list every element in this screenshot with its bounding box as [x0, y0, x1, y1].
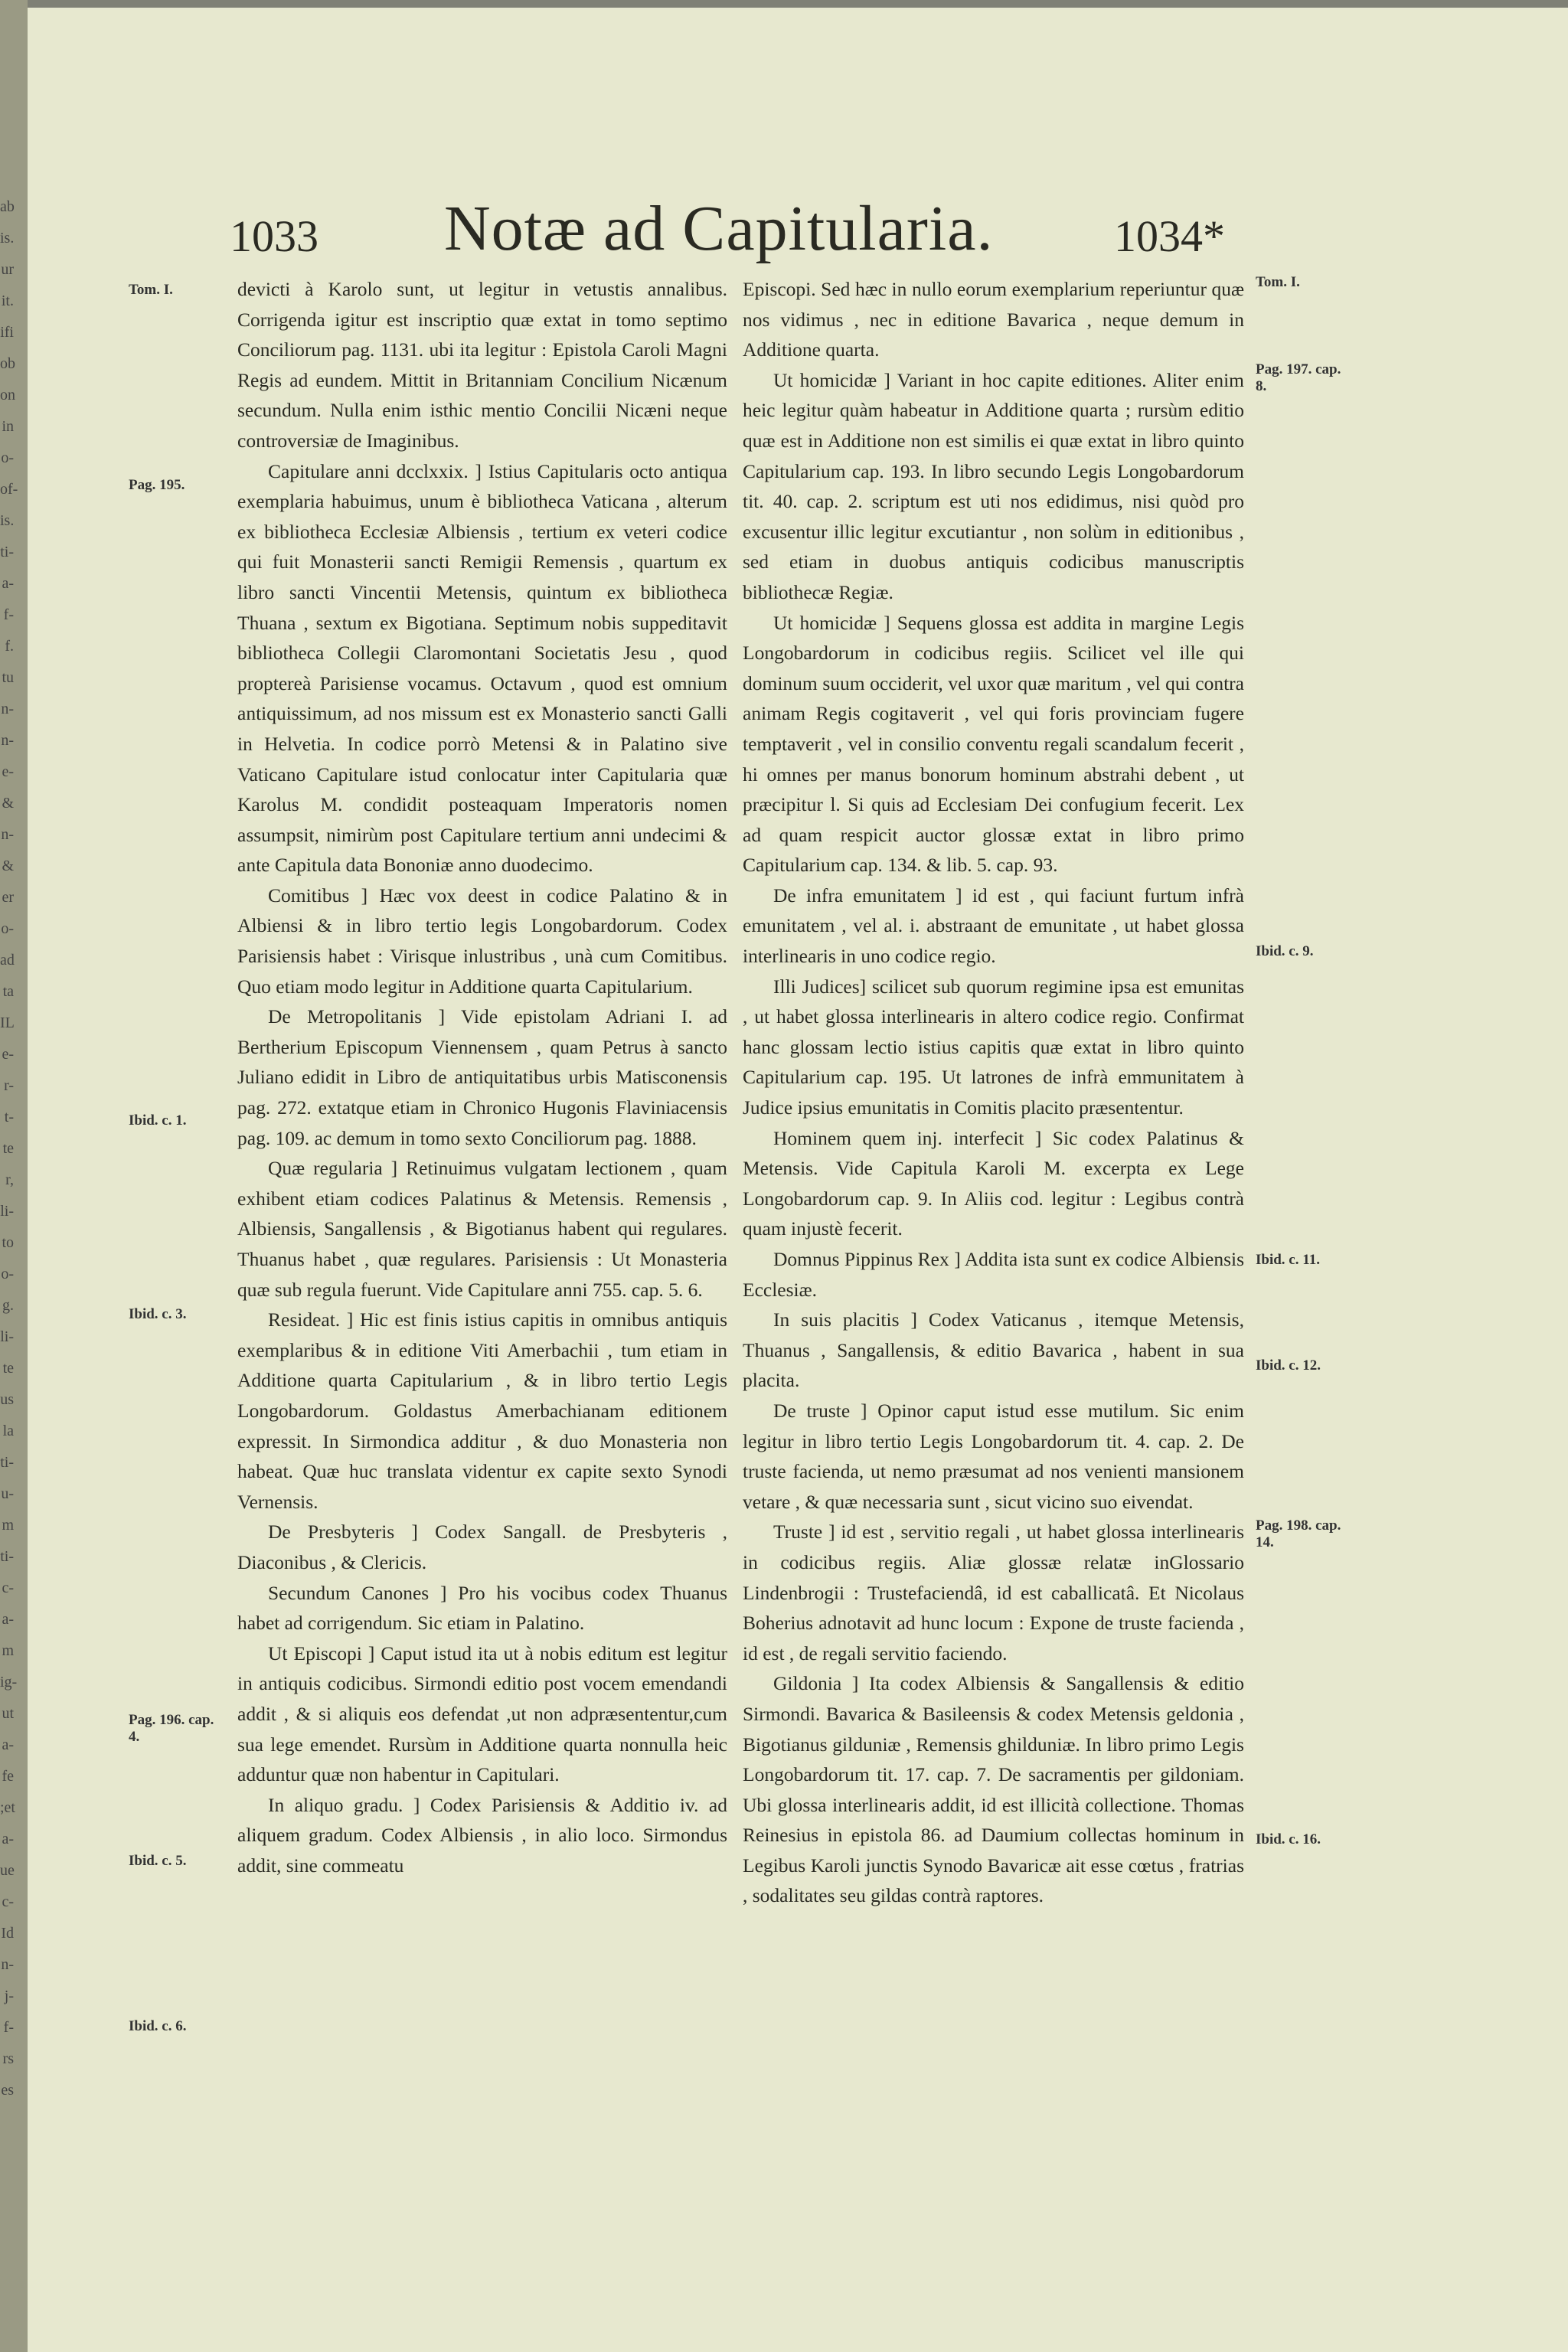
paragraph: De infra emunitatem ] id est , qui faciunt furtum infrà emunitatem , vel al. i. abstraant de emunitate , ut habet glossa interlinearis in uno codice regio.: [743, 884, 1244, 968]
left-margin-note: Tom. I.: [129, 282, 173, 298]
page-header: [214, 191, 1233, 276]
right-margin-note: Ibid. c. 16.: [1256, 1831, 1321, 1847]
paragraph: Illi Judices] scilicet sub quorum regimine ipsa est emunitas , ut habet glossa interlinearis in altero codice regio. Confirmat hanc glossam lectio istius capitis quæ extat in libro quinto Capitularium cap. 195. Ut latrones de infrà emmunitatem à Judice ipsius emunitatis in Comitis placito præsententur.: [743, 975, 1244, 1119]
right-margin-note: Ibid. c. 11.: [1256, 1252, 1320, 1268]
paragraph: Capitulare anni dcclxxix. ] Istius Capitularis octo antiqua exemplaria habuimus, unum è bibliotheca Vaticana , alterum ex bibliotheca Ecclesiæ Albiensis , tertium ex veteri codice qui fuit Monasterii sancti Remigii Remensis , quartum ex libro sancti Vincentii Metensis, quintum ex bibliotheca Thuana , sextum ex Bigotiana. Septimum nobis suppeditavit bibliotheca Collegii Claromontani Societatis Jesu , quod proptereà Parisiense vocamus. Octavum , quod est omnium antiquissimum, ad nos missum est ex Monasterio sancti Galli in Helvetia. In codice porrò Metensi & in Palatino sive Vaticano Capitulare istud conlocatur inter Capitularia quæ Karolus M. condidit posteaquam Imperatoris nomen assumpsit, nimirùm post Capitulare tertium anni undecimi & ante Capitula data Bononiæ anno duodecimo.: [237, 459, 727, 877]
previous-page-edge: [0, 191, 28, 2144]
right-margin-note: Ibid. c. 12.: [1256, 1357, 1321, 1374]
previous-page-text-fragments: ab is. ur it. ifi ob on in o- of- is. ti- a- f- f. tu n- n- e- & n- & er o- ad ta IL e- r- t- te r, li- to o- g. li- te us la ti- u- m ti- c- a- m ig- ut a- fe ;et a- ue c- Id n- j- f- rs es: [0, 198, 18, 2099]
paragraph: In aliquo gradu. ] Codex Parisiensis & Additio iv. ad aliquem gradum. Codex Albiensis , in alio loco. Sirmondus addit, sine commeatu: [237, 1793, 727, 1877]
left-margin-note: Ibid. c. 1.: [129, 1112, 187, 1129]
right-text-column: [743, 274, 1244, 1911]
left-text-column: [237, 274, 727, 1880]
left-margin-note: Pag. 196. cap. 4.: [129, 1712, 214, 1745]
paragraph: Resideat. ] Hic est finis istius capitis in omnibus antiquis exemplaribus & in editione Viti Amerbachii , tum etiam in Additione quarta Capitularium , & in libro tertio Legis Longobardorum. Goldastus Amerbachianam editionem expressit. In Sirmondica additur , & duo Monasteria non habeat. Quæ huc translata videntur ex capite sexto Synodi Vernensis.: [237, 1308, 727, 1513]
left-margin-note: Pag. 195.: [129, 477, 185, 493]
paragraph: Quæ regularia ] Retinuimus vulgatam lectionem , quam exhibent etiam codices Palatinus & Metensis. Remensis , Albiensis, Sangallensis , & Bigotianus habent qui regulares. Thuanus habet , quæ regulares. Parisiensis : Ut Monasteria quæ sub regula fuerunt. Vide Capitulare anni 755. cap. 5. 6.: [237, 1157, 727, 1301]
paragraph: Comitibus ] Hæc vox deest in codice Palatino & in Albiensi & in libro tertio legis Longobardorum. Codex Parisiensis habet : Virisque inlustribus , unà cum Comitibus. Quo etiam modo legitur in Additione quarta Capitularium.: [237, 884, 727, 998]
paragraph: De truste ] Opinor caput istud esse mutilum. Sic enim legitur in libro tertio Legis Longobardorum tit. 4. cap. 2. De truste facienda, ut nemo præsumat ad nos venienti mansionem vetare , & quæ necessaria sunt , sicut vicino suo eivendat.: [743, 1399, 1244, 1513]
paragraph: Truste ] id est , servitio regali , ut habet glossa interlinearis in codicibus regiis. Aliæ glossæ relatæ inGlossario Lindenbrogii : Trustefaciendâ, id est caballicatâ. Et Nicolaus Boherius adnotavit ad hunc locum : Expone de truste facienda , id est , de regali servitio faciendo.: [743, 1521, 1244, 1664]
left-margin-note: Ibid. c. 3.: [129, 1306, 187, 1322]
paragraph: Ut Episcopi ] Caput istud ita ut à nobis editum est legitur in antiquis codicibus. Sirmondi editio post vocem emendandi addit , & si aliquis eos defendat ,ut non adpræsententur,cum sua lege emendet. Rursùm in Additione quarta nonnulla heic adduntur quæ non habentur in Capitulari.: [237, 1642, 727, 1786]
paragraph: De Metropolitanis ] Vide epistolam Adriani I. ad Bertherium Episcopum Viennensem , quam Petrus à sancto Juliano edidit in Libro de antiquitatibus urbis Matisconensis pag. 272. extatque etiam in Chronico Hugonis Flaviniacensis pag. 109. ac demum in tomo sexto Conciliorum pag. 1888.: [237, 1005, 727, 1149]
paragraph: Hominem quem inj. interfecit ] Sic codex Palatinus & Metensis. Vide Capitula Karoli M. excerpta ex Lege Longobardorum cap. 9. In Aliis cod. legitur : Legibus contrà quam injustè fecerit.: [743, 1126, 1244, 1240]
right-margin-note: Pag. 198. cap. 14.: [1256, 1517, 1341, 1550]
paragraph: Secundum Canones ] Pro his vocibus codex Thuanus habet ad corrigendum. Sic etiam in Palatino.: [237, 1581, 727, 1635]
paragraph: Episcopi. Sed hæc in nullo eorum exemplarium reperiuntur quæ nos vidimus , nec in editione Bavarica , neque demum in Additione quarta.: [743, 278, 1244, 361]
left-margin-note: Ibid. c. 5.: [129, 1853, 187, 1869]
paragraph: De Presbyteris ] Codex Sangall. de Presbyteris , Diaconibus , & Clericis.: [237, 1521, 727, 1573]
paragraph: Domnus Pippinus Rex ] Addita ista sunt ex codice Albiensis Ecclesiæ.: [743, 1248, 1244, 1301]
right-margin-note: Pag. 197. cap. 8.: [1256, 361, 1341, 394]
paragraph: devicti à Karolo sunt, ut legitur in vetustis annalibus. Corrigenda igitur est inscriptio quæ extat in tomo septimo Conciliorum pag. 1131. ubi ita legitur : Epistola Caroli Magni Regis ad eundem. Mittit in Britanniam Concilium Nicænum secundum. Nulla enim isthic mentio Concilii Nicæni neque controversiæ de Imaginibus.: [237, 278, 727, 452]
paragraph: Gildonia ] Ita codex Albiensis & Sangallensis & editio Sirmondi. Bavarica & Basileensis & codex Metensis geldonia , Bigotianus gilduniæ , Remensis ghilduniæ. In libro primo Legis Longobardorum tit. 17. cap. 7. De sacramentis per gildoniam. Ubi glossa interlinearis addit, id est illicità collectione. Thomas Reinesius in epistola 86. ad Daumium collectas hominum in Legibus Karoli junctis Synodo Bavaricæ ait esse cœtus , fratrias , sodalitates seu gildas contrà raptores.: [743, 1672, 1244, 1907]
right-margin-note: Ibid. c. 9.: [1256, 943, 1314, 959]
left-page-number: 1033: [230, 211, 318, 261]
paragraph: Ut homicidæ ] Variant in hoc capite editiones. Aliter enim heic legitur quàm habeatur in Additione quarta ; rursùm editio quæ est in Additione non est similis ei quæ extat in libro quinto Capitularium cap. 193. In libro secundo Legis Longobardorum tit. 40. cap. 2. scriptum est uti nos edidimus, nisi quòd pro excusentur illic legitur excutiantur , non solùm in editionibus , sed etiam in duobus antiquis codicibus manuscriptis bibliothecæ Regiæ.: [743, 368, 1244, 603]
scan-top-edge: [0, 0, 1568, 8]
paragraph: Ut homicidæ ] Sequens glossa est addita in margine Legis Longobardorum in codicibus regiis. Scilicet vel ille qui dominum suum occiderit, vel uxor quæ maritum , vel qui contra animam Regis cogitaverit , vel qui foris provinciam fugere temptaverit , vel in consilio conventu regali scandalum fecerit , hi omnes per manus bonorum hominum abstrahi debent , ut præcipitur l. Si quis ad Ecclesiam Dei confugium fecerit. Lex ad quam respicit auctor glossæ extat in libro primo Capitularium cap. 134. & lib. 5. cap. 93.: [743, 611, 1244, 877]
right-margin-note: Tom. I.: [1256, 274, 1300, 290]
paragraph: In suis placitis ] Codex Vaticanus , itemque Metensis, Thuanus , Sangallensis, & editio Bavarica , habent in sua placita.: [743, 1308, 1244, 1392]
right-page-number: 1034*: [1114, 211, 1225, 261]
left-margin-note: Ibid. c. 6.: [129, 2018, 187, 2034]
running-title: Notæ ad Capitularia.: [444, 193, 994, 264]
